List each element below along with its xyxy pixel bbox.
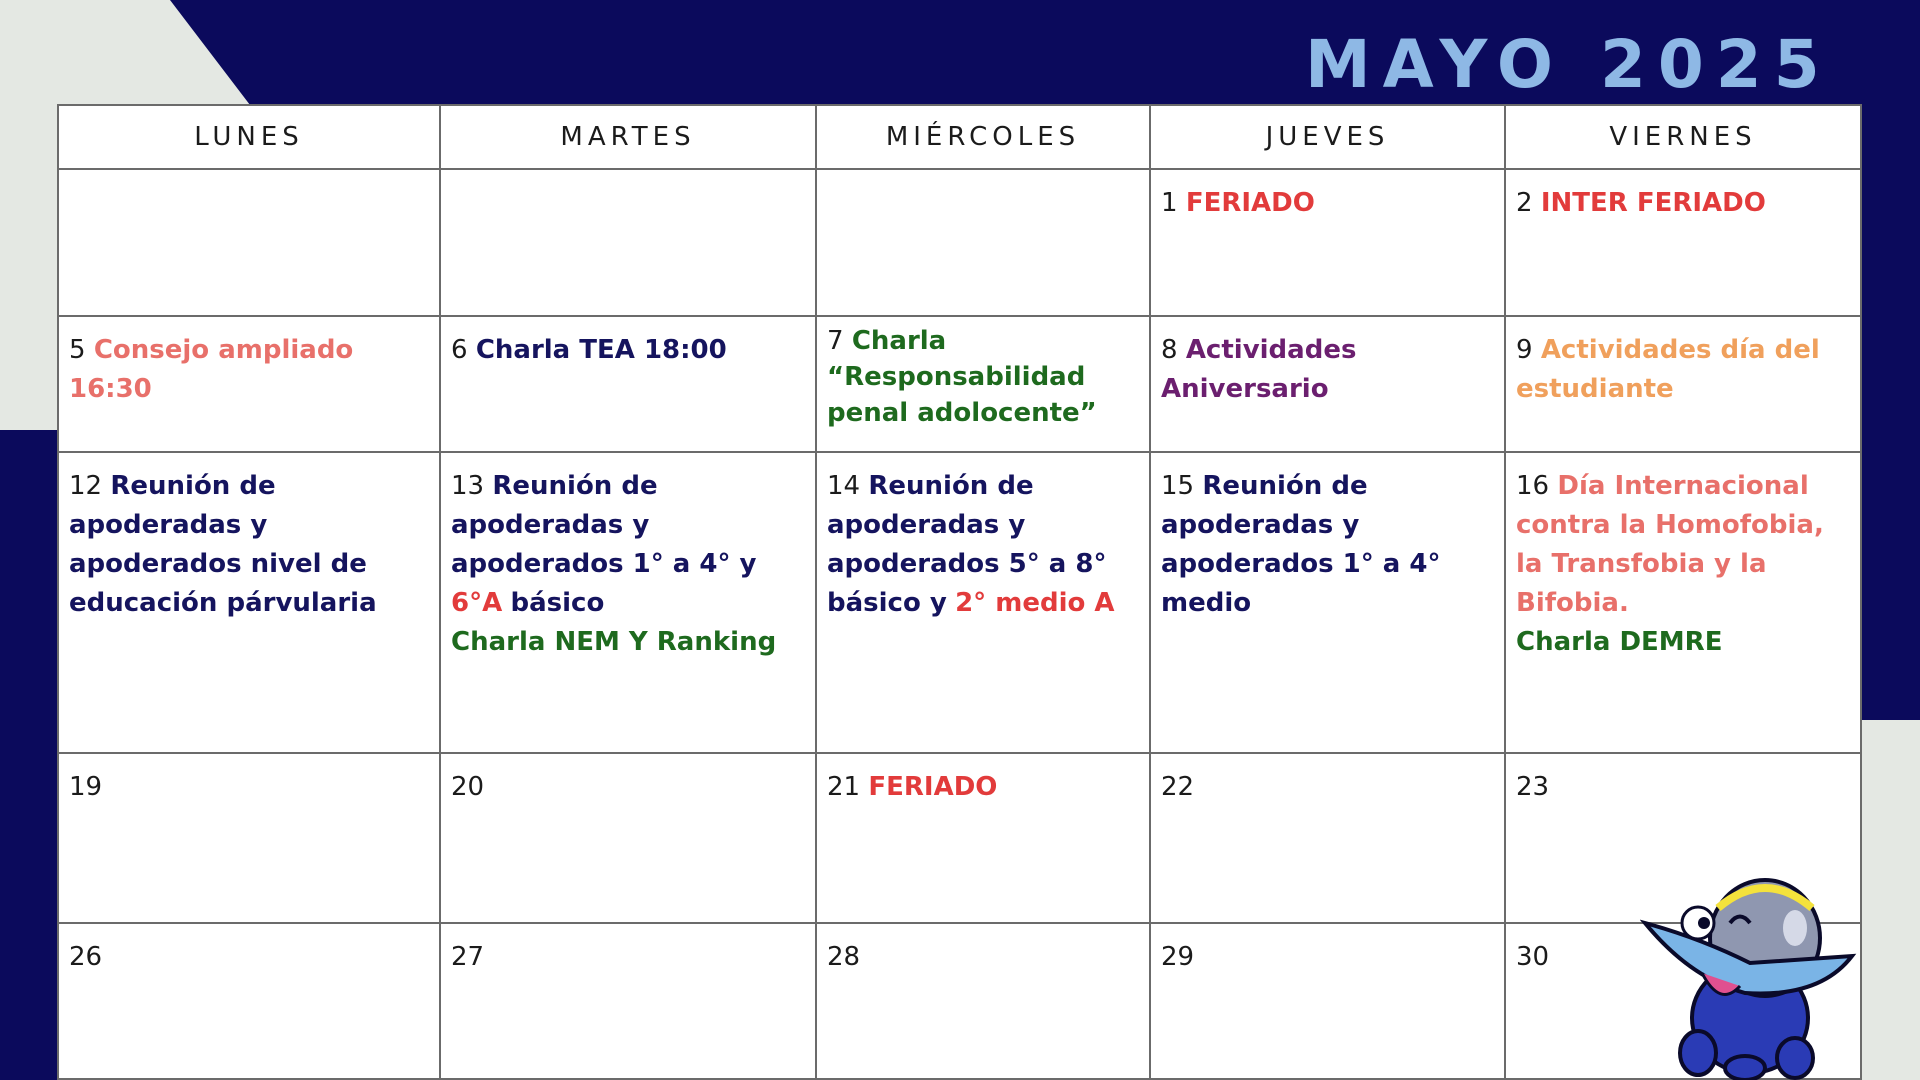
day-number: 23 (1516, 772, 1550, 802)
event-text: Charla “Responsabilidad penal adolocente” (827, 326, 1097, 428)
day-cell-16 (1506, 453, 1862, 754)
day-number: 20 (451, 772, 485, 802)
day-number: 28 (827, 942, 861, 972)
day-cell-7 (817, 317, 1151, 453)
day-cell-13 (441, 453, 817, 754)
day-number: 14 (827, 471, 861, 501)
event-text: Reunión de apoderadas y apoderados 5° a 8° básico y (827, 471, 1107, 618)
day-cell-29 (1151, 924, 1506, 1080)
day-number: 30 (1516, 942, 1550, 972)
day-cell-22 (1151, 754, 1506, 924)
day-cell-12 (57, 453, 441, 754)
day-number: 13 (451, 471, 485, 501)
day-cell-5 (57, 317, 441, 453)
day-number: 16 (1516, 471, 1550, 501)
event-holiday: INTER FERIADO (1540, 188, 1766, 218)
day-number: 27 (451, 942, 485, 972)
day-cell-28 (817, 924, 1151, 1080)
day-cell-empty (817, 170, 1151, 317)
mascot-character-icon (1640, 868, 1860, 1080)
weekday-header-thursday: JUEVES (1151, 104, 1506, 170)
weekday-header-tuesday: MARTES (441, 104, 817, 170)
day-number: 12 (69, 471, 103, 501)
day-number: 6 (451, 335, 468, 365)
day-cell-empty (57, 170, 441, 317)
day-number: 21 (827, 772, 861, 802)
day-cell-20 (441, 754, 817, 924)
day-number: 8 (1161, 335, 1178, 365)
day-number: 7 (827, 326, 844, 356)
weekday-header-wednesday: MIÉRCOLES (817, 104, 1151, 170)
day-cell-21 (817, 754, 1151, 924)
event-secondary: Charla NEM Y Ranking (451, 627, 777, 657)
event-text: Actividades día del estudiante (1516, 335, 1820, 404)
event-holiday: FERIADO (1185, 188, 1315, 218)
day-number: 1 (1161, 188, 1178, 218)
weekday-header-friday: VIERNES (1506, 104, 1862, 170)
day-cell-8 (1151, 317, 1506, 453)
day-cell-19 (57, 754, 441, 924)
event-holiday: FERIADO (868, 772, 998, 802)
event-text: Reunión de apoderadas y apoderados 1° a 4° y (451, 471, 757, 579)
event-text: Consejo ampliado 16:30 (69, 335, 354, 404)
day-cell-2 (1506, 170, 1862, 317)
day-cell-6 (441, 317, 817, 453)
day-cell-27 (441, 924, 817, 1080)
day-cell-1 (1151, 170, 1506, 317)
day-number: 22 (1161, 772, 1195, 802)
day-cell-15 (1151, 453, 1506, 754)
day-cell-14 (817, 453, 1151, 754)
event-text: Reunión de apoderadas y apoderados 1° a 4° medio (1161, 471, 1441, 618)
event-text: Día Internacional contra la Homofobia, la Transfobia y la Bifobia. (1516, 471, 1824, 618)
page-title: MAYO 2025 (1305, 26, 1832, 103)
event-text: básico (510, 588, 605, 618)
day-number: 5 (69, 335, 86, 365)
day-cell-26 (57, 924, 441, 1080)
day-number: 29 (1161, 942, 1195, 972)
event-text: Charla TEA 18:00 (475, 335, 727, 365)
calendar-grid (57, 104, 1862, 1080)
day-cell-9 (1506, 317, 1862, 453)
day-number: 9 (1516, 335, 1533, 365)
day-number: 19 (69, 772, 103, 802)
weekday-header-monday: LUNES (57, 104, 441, 170)
day-number: 15 (1161, 471, 1195, 501)
day-cell-empty (441, 170, 817, 317)
event-text: Actividades Aniversario (1161, 335, 1357, 404)
event-highlight: 2° medio A (955, 588, 1115, 618)
event-highlight: 6°A (451, 588, 503, 618)
event-secondary: Charla DEMRE (1516, 627, 1723, 657)
day-number: 26 (69, 942, 103, 972)
event-text: Reunión de apoderadas y apoderados nivel de educación párvularia (69, 471, 377, 618)
day-number: 2 (1516, 188, 1533, 218)
